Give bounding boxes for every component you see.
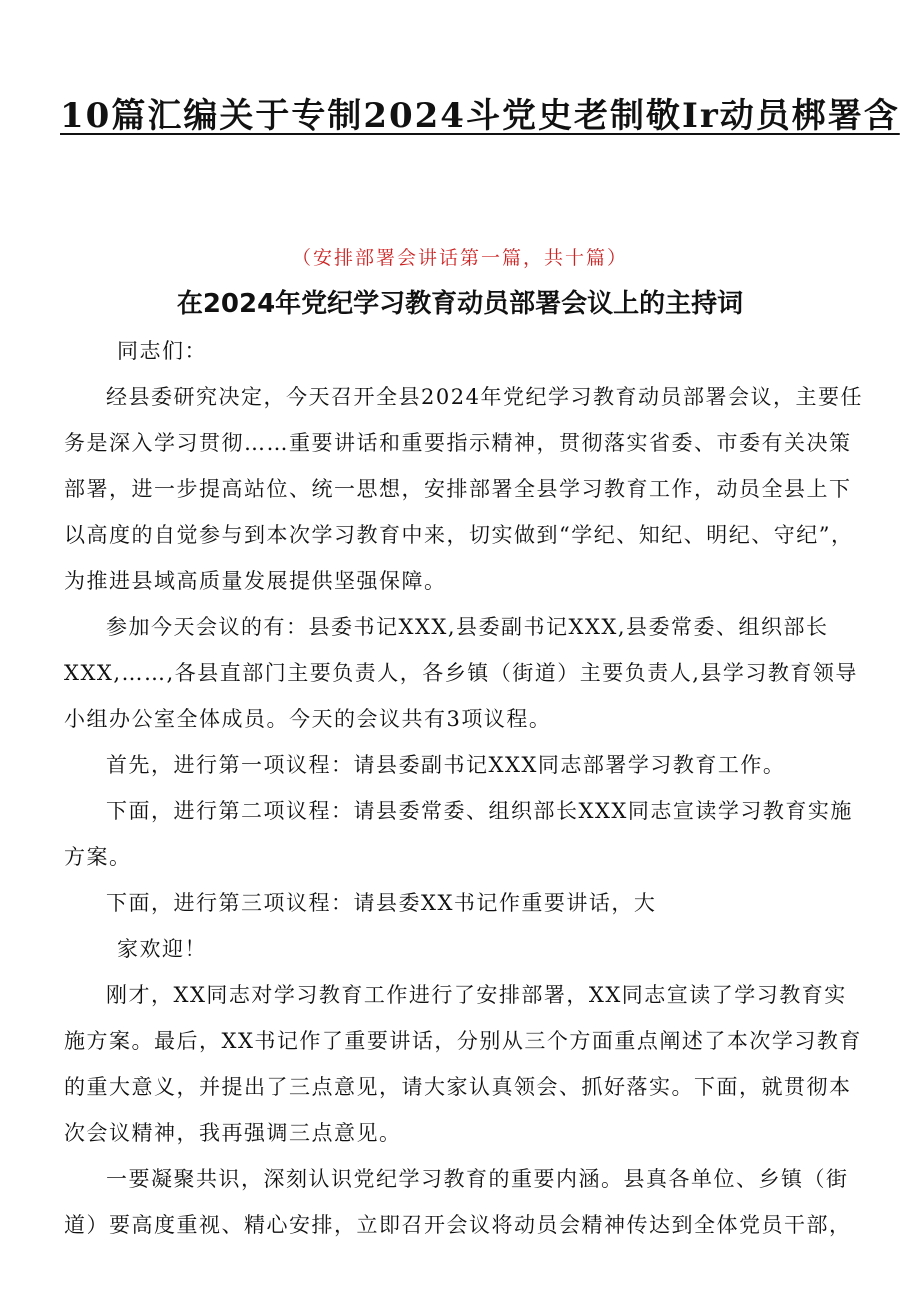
speech-title: 在2024年党纪学习教育动员部署会议上的主持词 [176,289,744,319]
body-paragraph: 一要凝聚共识，深刻认识党纪学习教育的重要内涵。县真各单位、乡镇（街道）要高度重视、精心安排，立即召开会议将动员会精神传达到全体党员干部， [64,1167,852,1237]
body-paragraph: 下面，进行第三项议程：请县委XX书记作重要讲话，大 [106,891,657,915]
document-title: 10篇汇编关于专制2024斗党史老制敬Ir动员梆署含 [60,96,900,136]
section-note: （安排部署会讲话第一篇，共十篇） [291,247,628,269]
body-paragraph: 经县委研究决定，今天召开全县2024年党纪学习教育动员部署会议，主要任务是深入学习贯彻……重要讲话和重要指示精神，贯彻落实省委、市委有关决策部署，进一步提高站位、统一思想，安排部署全县学习教育工作，动员全县上下以高度的自觉参与到本次学习教育中来，切实做到“学纪、知纪、明纪、守纪”，为推进县域高质量发展提供坚强保障。 [64,385,863,593]
body-paragraph: 家欢迎！ [117,937,207,961]
body-paragraph: 参加今天会议的有：县委书记XXX,县委副书记XXX,县委常委、组织部长XXX,……,各县直部门主要负责人，各乡镇（街道）主要负责人,县学习教育领导小组办公室全体成员。今天的会议共有3项议程。 [64,615,858,731]
body-paragraph: 下面，进行第二项议程：请县委常委、组织部长XXX同志宣读学习教育实施方案。 [64,799,853,869]
body-paragraph: 刚才，XX同志对学习教育工作进行了安排部署，XX同志宣读了学习教育实施方案。最后，XX书记作了重要讲话，分别从三个方面重点阐述了本次学习教育的重大意义，并提出了三点意见，请大家认真领会、抓好落实。下面，就贯彻本次会议精神，我再强调三点意见。 [64,983,862,1145]
document-body [64,328,864,1248]
body-paragraph: 首先，进行第一项议程：请县委副书记XXX同志部署学习教育工作。 [106,753,786,777]
salutation-paragraph: 同志们： [117,339,207,363]
